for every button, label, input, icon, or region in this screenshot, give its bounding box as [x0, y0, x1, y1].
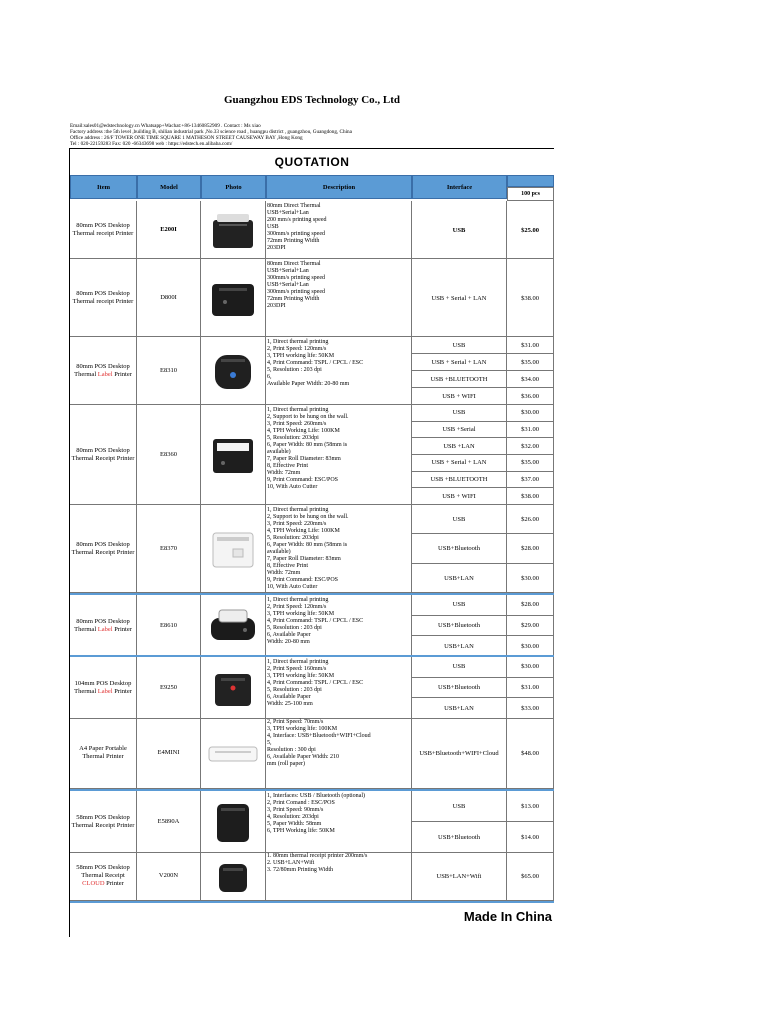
table-row — [70, 655, 554, 719]
item-name — [70, 363, 136, 379]
product-photo — [201, 657, 266, 719]
item-name: 80mm POS Desktop Thermal receipt Printer — [72, 289, 134, 305]
price-cell — [507, 791, 554, 853]
interface-option: USB+LAN — [444, 705, 474, 713]
price-cell — [507, 259, 554, 337]
printer-icon — [205, 276, 261, 320]
interface-option: USB — [452, 226, 466, 234]
item-name-cell — [70, 851, 137, 901]
model-cell: E8360 — [137, 405, 201, 505]
interface-option: USB+LAN+Wifi — [436, 872, 482, 880]
price-cell — [507, 657, 554, 719]
printer-icon — [205, 854, 261, 898]
price-value: $65.00 — [521, 872, 539, 880]
price-value: $29.00 — [507, 616, 553, 637]
price-value: $30.00 — [507, 657, 553, 678]
interface-cell — [412, 201, 507, 259]
interface-option: USB + Serial + LAN — [412, 455, 506, 472]
item-name-cell — [70, 405, 137, 505]
price-value: $38.00 — [521, 294, 539, 302]
printer-icon — [205, 433, 261, 477]
interface-option: USB +BLUETOOTH — [412, 371, 506, 388]
item-name-part: 104mm POS Desktop Thermal — [74, 679, 132, 695]
description-cell: 1, Direct thermal printing 2, Print Speed: 160mm/s 3, TPH working life: 50KM 4, Print Command: TSPL / CPCL / ESC 5, Resolution : 203 dpi 6, Available Paper Width: 25-100 mm — [266, 657, 412, 719]
price-value: $35.00 — [507, 455, 553, 472]
description-cell: 1, Direct thermal printing 2, Support to be hung on the wall. 3, Print Speed: 260mm/s 4, TPH Working Life: 100KM 5, Resolution: 203dpi 6, Paper Width: 80 mm (58mm is available) 7, Paper Roll Diameter: 83mm 8, Effective Print Width: 72mm 9, Print Command: ESC/POS 10, With Auto Cutter — [266, 405, 412, 505]
price-value: $30.00 — [507, 405, 553, 422]
description-cell: 2, Print Speed: 70mm/s 3, TPH working life: 100KM 4, Interface: USB+Bluetooth+WIFI+Cloud 5, Resolution : 300 dpi 6, Available Paper Width: 210 mm (roll paper) — [266, 717, 412, 789]
price-value: $28.00 — [507, 595, 553, 616]
interface-cell — [412, 405, 507, 505]
price-value: $31.00 — [507, 337, 553, 354]
item-name-cell — [70, 595, 137, 657]
interface-option: USB — [412, 791, 506, 822]
item-name: 80mm POS Desktop Thermal Receipt Printer — [71, 540, 135, 556]
interface-option: USB — [412, 405, 506, 422]
contact-line-email: Email:sales01@edstechnology.cn Whatsapp+Wachat:+86-13460852909 . Contact : Ms xiao — [70, 123, 261, 129]
column-header-model: Model — [137, 175, 201, 199]
interface-option: USB — [412, 337, 506, 354]
column-header-photo: Photo — [201, 175, 266, 199]
printer-icon — [205, 527, 261, 571]
item-name-part: 80mm POS Desktop Thermal — [74, 617, 130, 633]
interface-cell — [412, 717, 507, 789]
item-name-part: 58mm POS Desktop Thermal Receipt — [76, 863, 130, 879]
contact-line-office: Office address : 26/F TOWER ONE TIME SQUARE 1 MATHESON STREET CAUSEWAY BAY ,Hong Kong — [70, 135, 303, 141]
table-row — [70, 593, 554, 657]
item-name-highlight: Label — [97, 687, 113, 695]
model-cell: D800I — [137, 259, 201, 337]
price-value: $38.00 — [521, 493, 539, 501]
item-name-cell — [70, 259, 137, 337]
model-cell: V200N — [137, 851, 201, 901]
interface-option: USB + Serial + LAN — [431, 294, 487, 302]
price-value: $31.00 — [507, 678, 553, 699]
model-cell: E8370 — [137, 505, 201, 593]
item-name — [70, 864, 136, 888]
price-value: $34.00 — [507, 371, 553, 388]
item-name-part: 80mm POS Desktop Thermal — [74, 362, 130, 378]
interface-option: USB +Serial — [412, 422, 506, 439]
price-value: $30.00 — [521, 574, 539, 582]
interface-cell — [412, 337, 507, 405]
printer-icon — [205, 604, 261, 648]
company-name: Guangzhou EDS Technology Co., Ltd — [223, 94, 401, 106]
interface-cell — [412, 259, 507, 337]
interface-cell — [412, 657, 507, 719]
interface-cell — [412, 791, 507, 853]
price-value: $37.00 — [507, 472, 553, 489]
interface-option: USB — [412, 595, 506, 616]
table-row — [70, 717, 554, 789]
table-row — [70, 259, 554, 337]
price-cell — [507, 595, 554, 657]
table-row — [70, 337, 554, 405]
interface-option: USB+Bluetooth — [412, 616, 506, 637]
price-value: $28.00 — [507, 534, 553, 563]
product-photo — [201, 405, 266, 505]
interface-cell — [412, 595, 507, 657]
table-row — [70, 789, 554, 853]
interface-option: USB +LAN — [412, 438, 506, 455]
item-name-part: Printer — [112, 625, 132, 633]
printer-icon — [205, 208, 261, 252]
column-header-price-blank — [507, 175, 554, 187]
table-footer — [70, 901, 554, 939]
product-photo — [201, 505, 266, 593]
column-header-quantity: 100 pcs — [507, 187, 554, 201]
item-name-cell — [70, 717, 137, 789]
price-value: $33.00 — [521, 705, 539, 713]
price-value: $31.00 — [507, 422, 553, 439]
item-name: 58mm POS Desktop Thermal Receipt Printer — [71, 813, 135, 829]
made-in-china-label: Made In China — [463, 909, 552, 924]
price-cell — [507, 201, 554, 259]
price-cell — [507, 505, 554, 593]
item-name-cell — [70, 657, 137, 719]
product-photo — [201, 851, 266, 901]
product-photo — [201, 201, 266, 259]
interface-option: USB — [412, 505, 506, 534]
interface-option: USB + WIFI — [442, 393, 476, 400]
item-name-highlight: Label — [97, 370, 113, 378]
quotation-title: QUOTATION — [274, 155, 350, 169]
product-photo — [201, 259, 266, 337]
item-name-cell — [70, 505, 137, 593]
printer-icon — [205, 731, 261, 775]
description-cell: 80mm Direct Thermal USB+Serial+Lan 300mm/s printing speed USB+Serial+Lan 300mm/s printing speed 72mm Printing Width 203DPI — [266, 259, 412, 337]
quotation-table — [69, 148, 554, 937]
item-name-cell — [70, 791, 137, 853]
table-row — [70, 405, 554, 505]
table-row — [70, 851, 554, 901]
printer-icon — [205, 800, 261, 844]
contact-info — [70, 123, 352, 147]
interface-option: USB +BLUETOOTH — [412, 472, 506, 489]
item-name: 80mm POS Desktop Thermal Receipt Printer — [71, 446, 135, 462]
item-name-highlight: CLOUD — [82, 879, 105, 887]
price-cell — [507, 337, 554, 405]
price-value: $48.00 — [521, 749, 539, 757]
printer-icon — [205, 666, 261, 710]
item-name: 80mm POS Desktop Thermal receipt Printer — [72, 221, 134, 237]
price-value: $13.00 — [507, 791, 553, 822]
table-row — [70, 201, 554, 259]
description-cell: 1, Direct thermal printing 2, Print Speed: 120mm/s 3, TPH working life: 50KM 4, Print Command: TSPL / CPCL / ESC 5, Resolution : 203 dpi 6, Available Paper Width: 20-80 mm — [266, 595, 412, 657]
item-name-cell — [70, 337, 137, 405]
interface-option: USB+LAN — [444, 574, 474, 582]
contact-line-tel: Tel : 020-22159283 Fax: 020 -66343698 web : https://edstech.en.alibaba.com/ — [70, 141, 233, 147]
printer-icon — [205, 349, 261, 393]
model-cell: E8310 — [137, 337, 201, 405]
item-name-part: Printer — [104, 879, 124, 887]
price-value: $35.00 — [507, 354, 553, 371]
price-value: $25.00 — [521, 226, 539, 234]
interface-cell — [412, 851, 507, 901]
price-value: $30.00 — [521, 643, 539, 651]
description-cell: 1, Direct thermal printing 2, Support to be hung on the wall. 3, Print Speed: 220mm/s 4, TPH Working Life: 100KM 5, Resolution: 203dpi 6, Paper Width: 80 mm (58mm is available) 7, Paper Roll Diameter: 83mm 8, Effective Print Width: 72mm 9, Print Command: ESC/POS 10, With Auto Cutter — [266, 505, 412, 593]
price-cell — [507, 851, 554, 901]
item-name-part: Printer — [112, 370, 132, 378]
interface-option: USB + WIFI — [442, 493, 476, 501]
model-cell: E5890A — [137, 791, 201, 853]
description-cell: 80mm Direct Thermal USB+Serial+Lan 200 mm/s printing speed USB 300mm/s printing speed 72mm Printing Width 203DPI — [266, 201, 412, 259]
product-photo — [201, 595, 266, 657]
item-name — [70, 680, 136, 696]
price-value: $26.00 — [507, 505, 553, 534]
price-value: $36.00 — [521, 393, 539, 400]
item-name: A4 Paper Portable Thermal Printer — [79, 744, 127, 760]
model-cell: E8610 — [137, 595, 201, 657]
interface-option: USB + Serial + LAN — [412, 354, 506, 371]
description-cell: 1. 80mm thermal receipt printer 200mm/s 2. USB+LAN+Wifi 3. 72/80mm Printing Width — [266, 851, 412, 901]
product-photo — [201, 791, 266, 853]
contact-line-factory: Factory address :the 5th level ,building B, shilian industrial park ,No.33 science road , huangpu district , guangzhou, Guangdong, China — [70, 129, 352, 135]
column-header-interface: Interface — [412, 175, 507, 199]
description-cell: 1, Interfaces: USB / Bluetooth (optional) 2, Print Comand : ESC/POS 3, Print Speed: 90mm/s 4, Resolution: 203dpi 5, Paper Width: 58mm 6, TPH Working life: 50KM — [266, 791, 412, 853]
price-value: $14.00 — [521, 834, 539, 841]
table-row — [70, 505, 554, 593]
item-name-highlight: Label — [97, 625, 113, 633]
column-header-description: Description — [266, 175, 412, 199]
product-photo — [201, 337, 266, 405]
item-name — [70, 618, 136, 634]
column-header-item: Item — [70, 175, 137, 199]
model-cell: E200I — [137, 201, 201, 259]
model-cell: E4MINI — [137, 717, 201, 789]
price-cell — [507, 717, 554, 789]
interface-option: USB+Bluetooth+WIFI+Cloud — [419, 749, 499, 757]
interface-option: USB+Bluetooth — [438, 834, 480, 841]
item-name-part: Printer — [112, 687, 132, 695]
product-photo — [201, 717, 266, 789]
interface-option: USB+Bluetooth — [412, 678, 506, 699]
interface-option: USB+LAN — [444, 643, 474, 651]
item-name-cell — [70, 201, 137, 259]
interface-option: USB — [412, 657, 506, 678]
description-cell: 1, Direct thermal printing 2, Print Speed: 120mm/s 3, TPH working life: 50KM 4, Print Command: TSPL / CPCL / ESC 5, Resolution : 203 dpi 6, Available Paper Width: 20-80 mm — [266, 337, 412, 405]
model-cell: E9250 — [137, 657, 201, 719]
interface-option: USB+Bluetooth — [412, 534, 506, 563]
price-value: $32.00 — [507, 438, 553, 455]
price-cell — [507, 405, 554, 505]
interface-cell — [412, 505, 507, 593]
